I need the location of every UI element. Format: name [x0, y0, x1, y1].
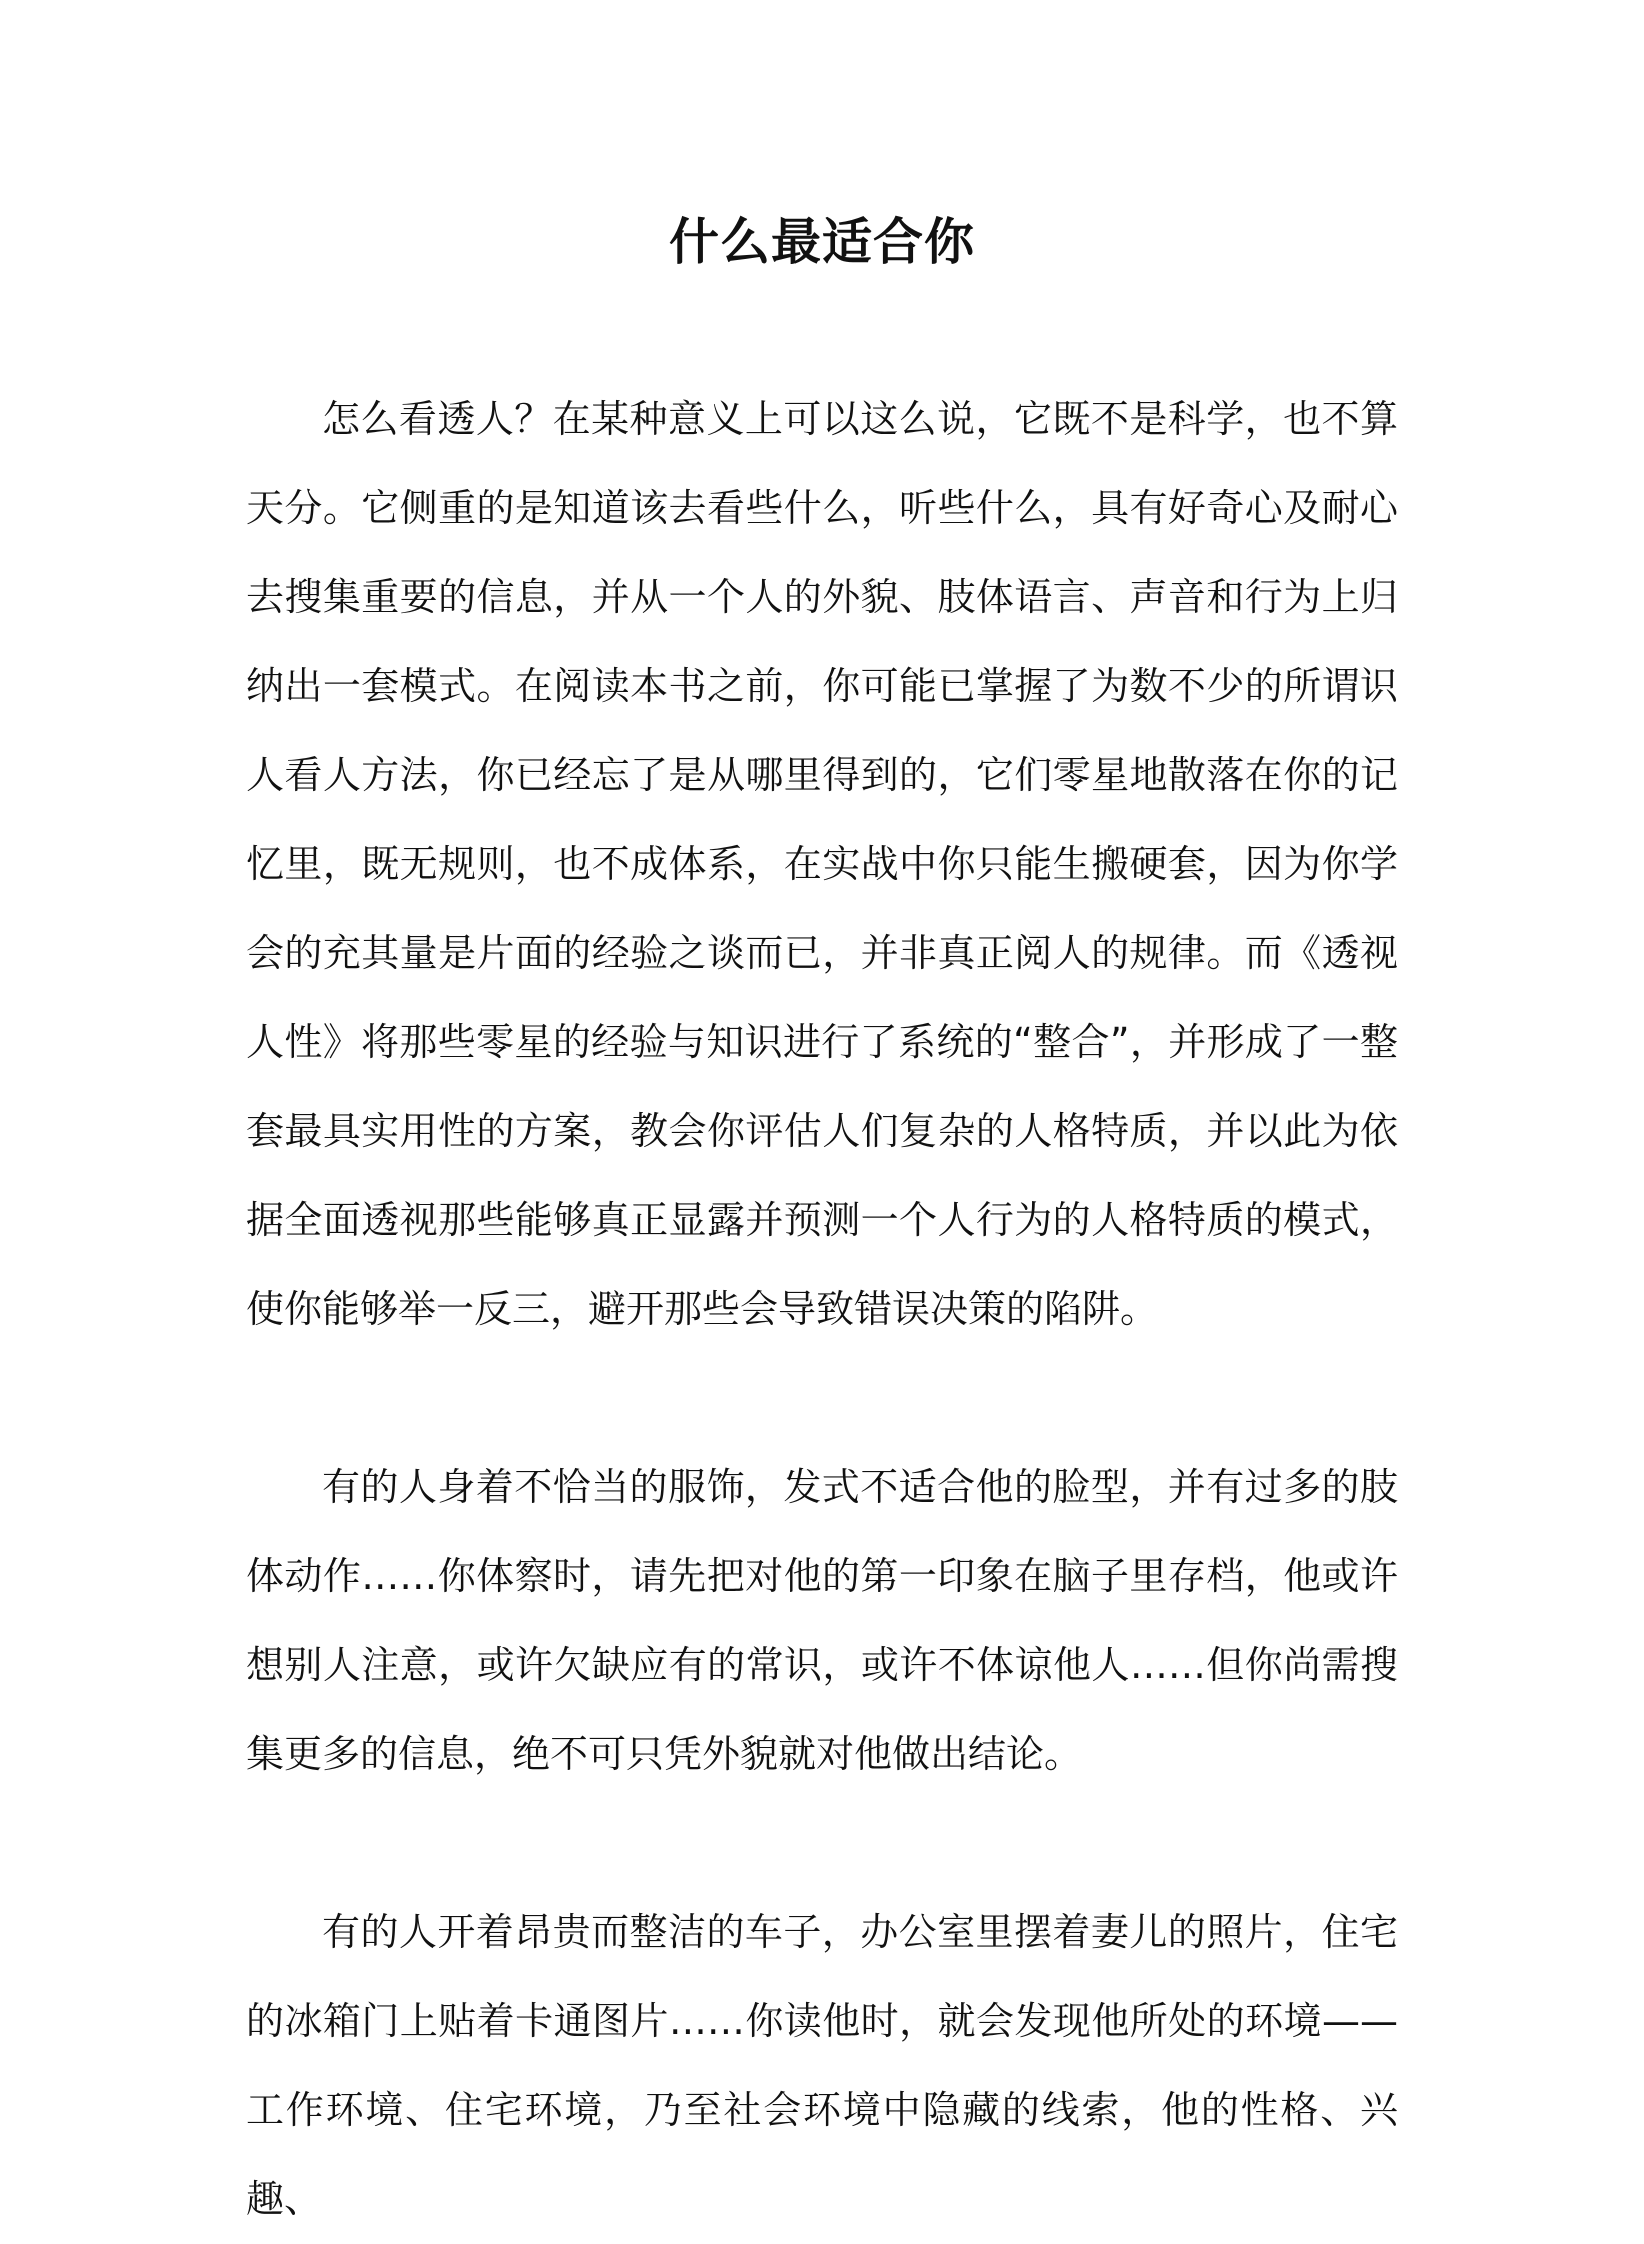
paragraph-2: 有的人身着不恰当的服饰，发式不适合他的脸型，并有过多的肢体动作……你体察时，请先把对他的第一印象在脑子里存档，他或许想别人注意，或许欠缺应有的常识，或许不体谅他人……但你尚需搜集更多的信息，绝不可只凭外貌就对他做出结论。: [246, 1465, 1398, 1776]
paragraph-1: 怎么看透人？在某种意义上可以这么说，它既不是科学，也不算天分。它侧重的是知道该去看些什么，听些什么，具有好奇心及耐心去搜集重要的信息，并从一个人的外貌、肢体语言、声音和行为上归纳出一套模式。在阅读本书之前，你可能已掌握了为数不少的所谓识人看人方法，你已经忘了是从哪里得到的，它们零星地散落在你的记忆里，既无规则，也不成体系，在实战中你只能生搬硬套，因为你学会的充其量是片面的经验之谈而已，并非真正阅人的规律。而《透视人性》将那些零星的经验与知识进行了系统的“整合”，并形成了一整套最具实用性的方案，教会你评估人们复杂的人格特质，并以此为依据全面透视那些能够真正显露并预测一个人行为的人格特质的模式，使你能够举一反三，避开那些会导致错误决策的陷阱。: [246, 397, 1398, 1331]
document-title: 什么最适合你: [669, 213, 975, 271]
paragraph-3: 有的人开着昂贵而整洁的车子，办公室里摆着妻儿的照片，住宅的冰箱门上贴着卡通图片……你读他时，就会发现他所处的环境——工作环境、住宅环境，乃至社会环境中隐藏的线索，他的性格、兴趣、: [246, 1910, 1398, 2221]
document-body: [246, 375, 1398, 2244]
